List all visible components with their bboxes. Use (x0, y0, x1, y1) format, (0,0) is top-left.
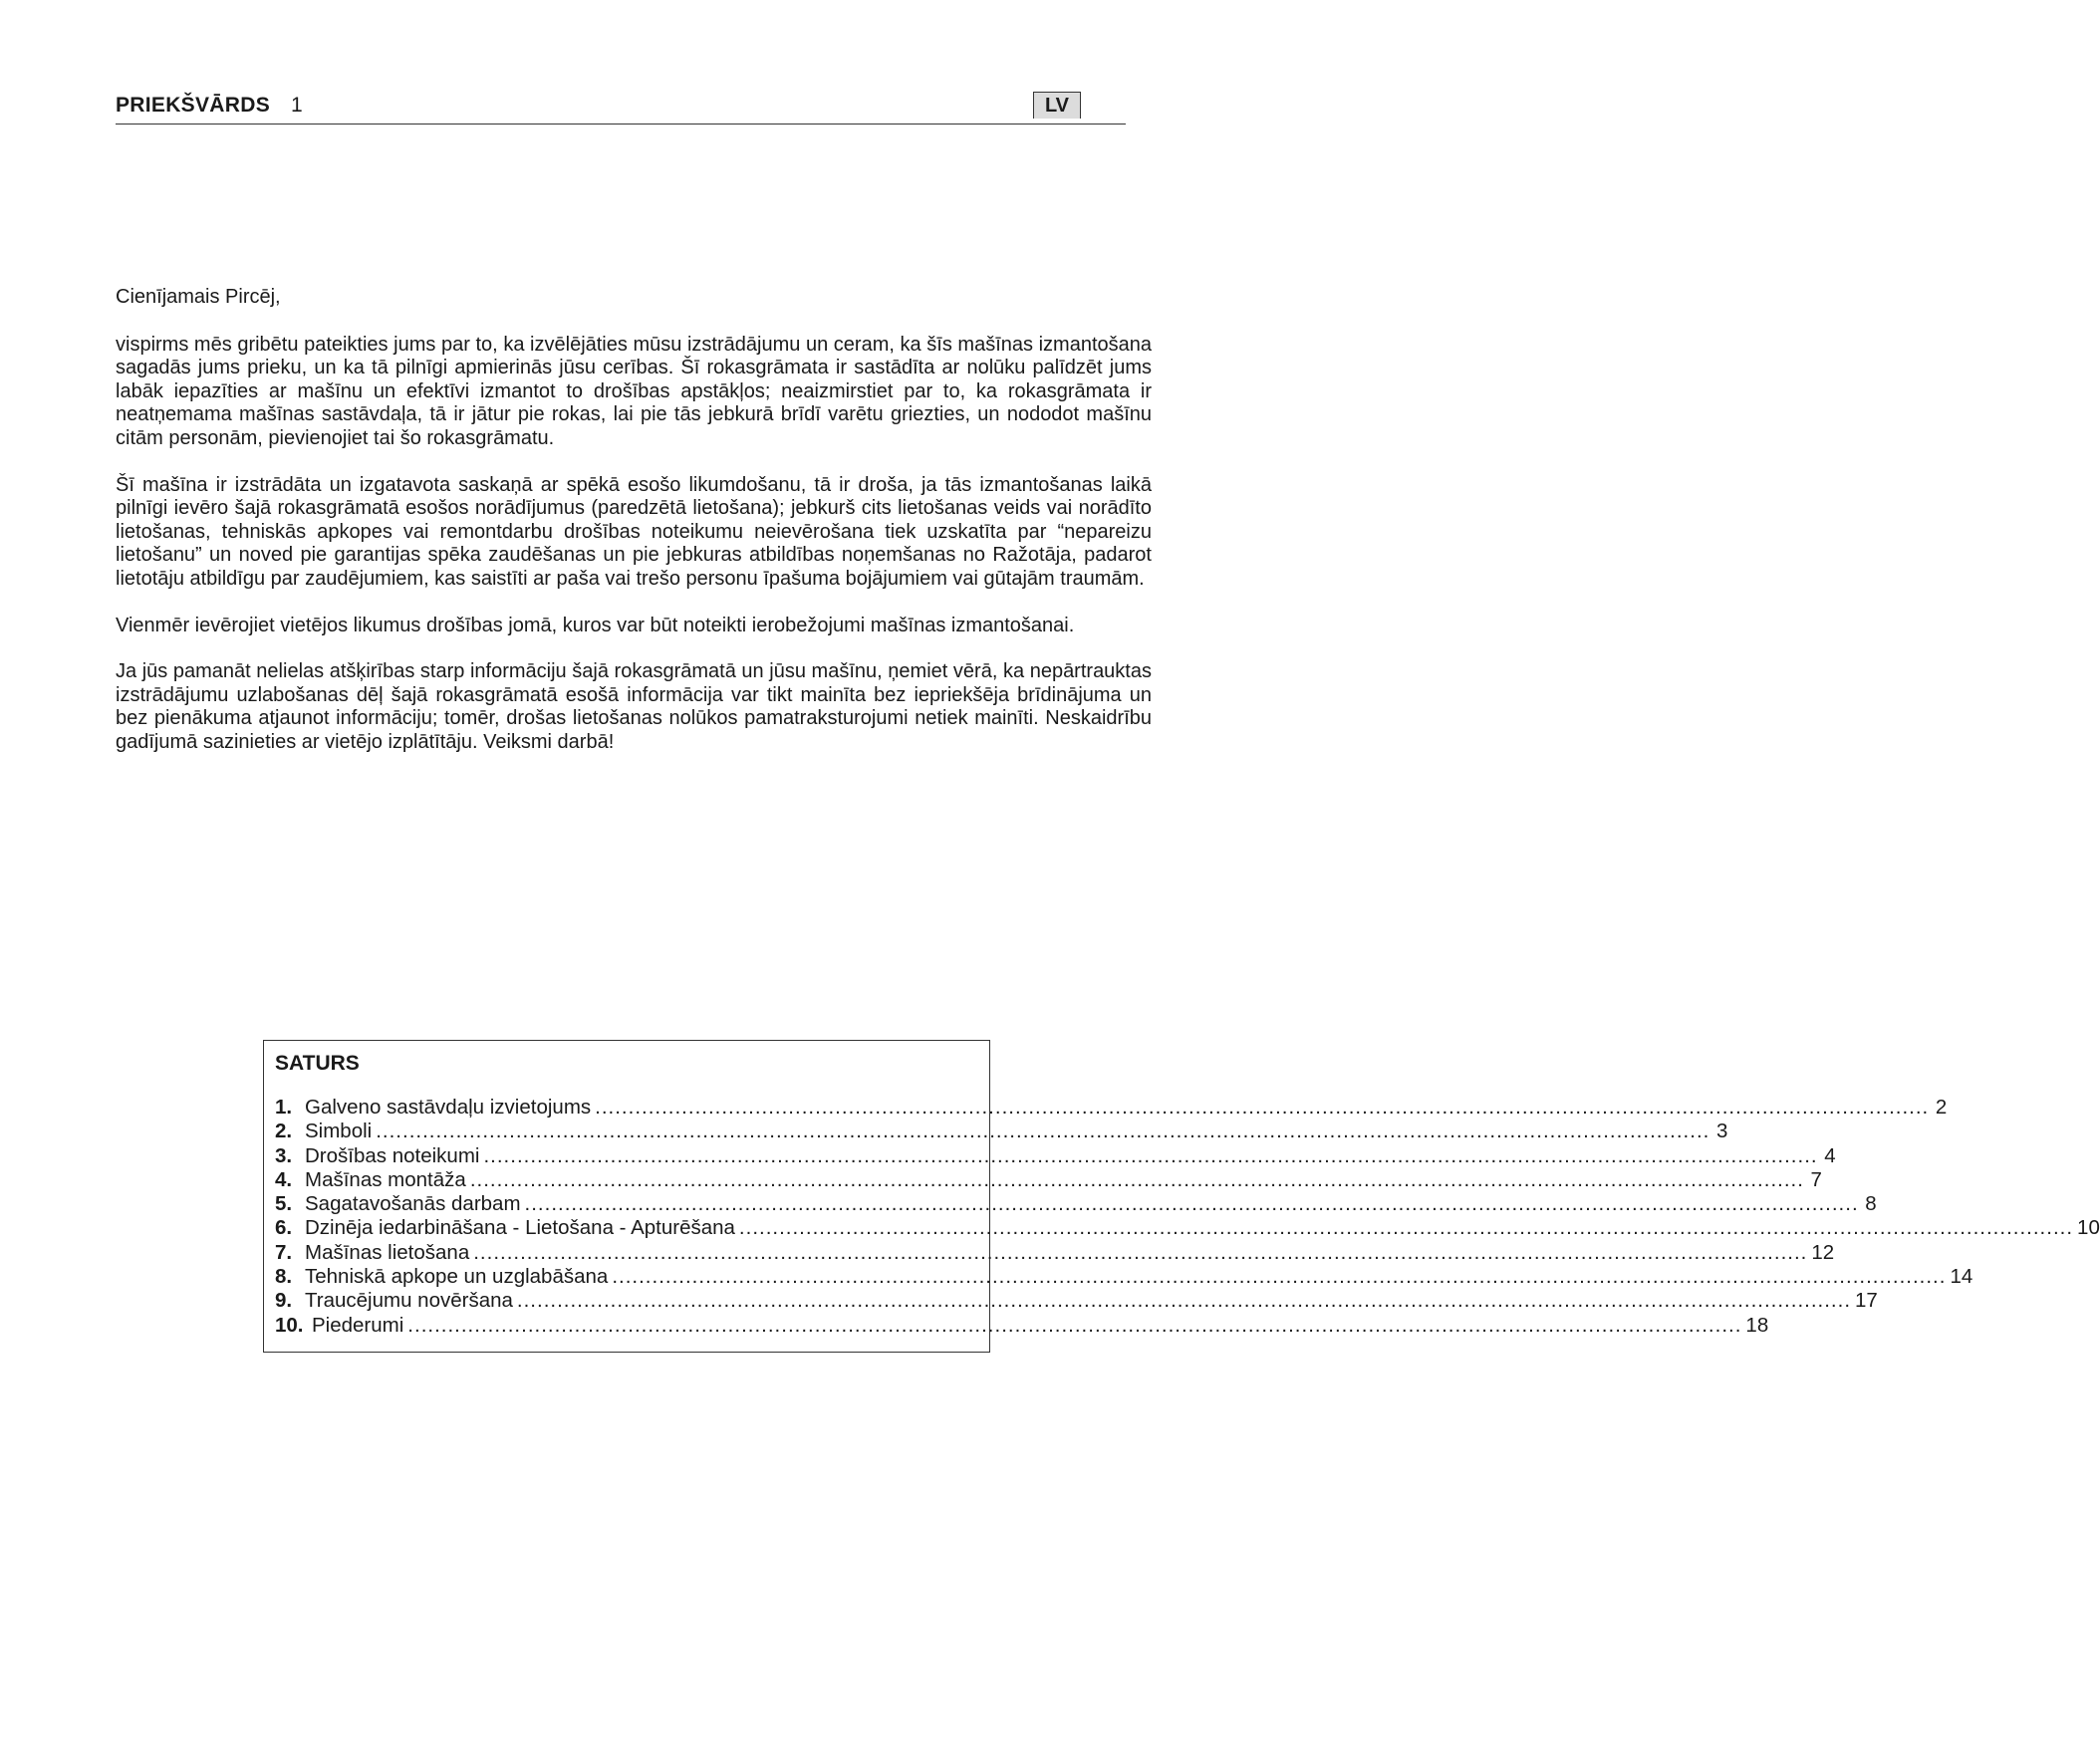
toc-leader-dots: ........................................................................................................................................................................................................ (483, 1143, 1818, 1167)
toc-entry-number: 6. (275, 1216, 293, 1240)
page-number: 1 (291, 94, 303, 117)
toc-entry-number: 10. (275, 1313, 304, 1337)
language-badge: LV (1033, 92, 1081, 119)
toc-entry-label: Simboli (305, 1120, 373, 1143)
toc-entry-label: Mašīnas montāža (305, 1167, 466, 1191)
toc-entry (275, 1192, 1877, 1216)
section-title: PRIEKŠVĀRDS (116, 94, 270, 117)
toc-leader-dots: ........................................................................................................................................................................................................ (407, 1313, 1742, 1337)
toc-entry-page: 8 (1865, 1192, 1877, 1216)
toc-entry-label: Dzinēja iedarbināšana - Lietošana - Apturēšana (305, 1216, 735, 1240)
paragraph: Ja jūs pamanāt nelielas atšķirības starp informāciju šajā rokasgrāmatā un jūsu mašīnu, ņemiet vērā, ka nepārtrauktas izstrādājumu uzlabošanas dēļ šajā rokasgrāmatā esošā informācija var tikt mainīta bez iepriekšēja brīdinājuma un bez pienākuma atjaunot informāciju; tomēr, drošas lietošanas nolūkos pamatraksturojumi netiek mainīti. Neskaidrību gadījumā sazinieties ar vietējo izplātītāju. Veiksmi darbā! (116, 660, 1152, 753)
toc-entry-page: 12 (1811, 1240, 1835, 1264)
toc-entry (275, 1167, 1822, 1192)
foreword-letter (116, 286, 1152, 778)
toc-entry-page: 14 (1950, 1265, 1973, 1289)
toc-entry (275, 1313, 1769, 1338)
toc-entry (275, 1216, 2100, 1240)
toc-entry-label: Drošības noteikumi (305, 1143, 480, 1167)
toc-leader-dots: ........................................................................................................................................................................................................ (524, 1192, 1859, 1216)
toc-entry-label: Galveno sastāvdaļu izvietojums (305, 1096, 592, 1119)
toc-entry (275, 1120, 1728, 1143)
paragraph: Vienmēr ievērojiet vietējos likumus drošības jomā, kuros var būt noteikti ierobežojumi mašīnas izmantošanai. (116, 614, 1075, 636)
toc-entry-page: 3 (1715, 1120, 1728, 1143)
toc-leader-dots: ........................................................................................................................................................................................................ (595, 1096, 1930, 1119)
toc-entry-page: 17 (1855, 1289, 1878, 1313)
toc-list (275, 1096, 2100, 1338)
toc-entry-label: Tehniskā apkope un uzglabāšana (305, 1265, 609, 1289)
toc-leader-dots: ........................................................................................................................................................................................................ (473, 1240, 1808, 1264)
toc-title: SATURS (275, 1052, 360, 1075)
toc-entry-number: 9. (275, 1289, 293, 1313)
toc-entry-number: 7. (275, 1240, 293, 1264)
paragraph: vispirms mēs gribētu pateikties jums par to, ka izvēlējāties mūsu izstrādājumu un ceram, ka šīs mašīnas izmantošana sagadās jums prieku, un ka tā pilnīgi apmierinās jūsu cerības. Šī rokasgrāmata ir sastādīta ar nolūku palīdzēt jums labāk iepazīties ar mašīnu un efektīvi izmantot to drošības apstākļos; neaizmirstiet par to, ka rokasgrāmata ir neatņemama mašīnas sastāvdaļa, tā ir jātur pie rokas, lai pie tās jebkurā brīdī varētu griezties, un nododot mašīnu citām personām, pievienojiet tai šo rokasgrāmatu. (116, 333, 1152, 449)
toc-entry-label: Traucējumu novēršana (305, 1289, 513, 1313)
paragraph: Šī mašīna ir izstrādāta un izgatavota saskaņā ar spēkā esošo likumdošanu, tā ir droša, ja tās izmantošanas laikā pilnīgi ievēro šajā rokasgrāmatā esošos norādījumus (paredzētā lietošana); jebkurš cits lietošanas veids vai norādīto lietošanas, tehniskās apkopes vai remontdarbu drošības noteikumu neievērošana tiek uzskatīta par “nepareizu lietošanu” un noved pie garantijas spēka zaudēšanas un pie jebkuras atbildības noņemšanas no Ražotāja, padarot lietotāju atbildīgu par zaudējumiem, kas saistīti ar paša vai trešo personu īpašuma bojājumiem vai gūtajām traumām. (116, 473, 1152, 590)
toc-entry-label: Sagatavošanās darbam (305, 1192, 521, 1216)
toc-leader-dots: ........................................................................................................................................................................................................ (738, 1216, 2074, 1240)
toc-leader-dots: ........................................................................................................................................................................................................ (469, 1167, 1804, 1191)
toc-entry-page: 4 (1824, 1143, 1836, 1167)
toc-entry (275, 1265, 1973, 1289)
toc-entry-number: 8. (275, 1265, 293, 1289)
toc-entry (275, 1143, 1836, 1168)
toc-entry-page: 2 (1935, 1096, 1948, 1119)
toc-entry (275, 1289, 1878, 1313)
toc-entry-number: 3. (275, 1143, 293, 1167)
page-header (116, 94, 1126, 125)
toc-entry-page: 18 (1745, 1313, 1769, 1337)
toc-entry-page: 10 (2077, 1216, 2100, 1240)
toc-entry-page: 7 (1810, 1167, 1822, 1191)
toc-entry (275, 1096, 1948, 1120)
toc-entry (275, 1240, 1835, 1265)
toc-entry-label: Piederumi (312, 1313, 404, 1337)
toc-leader-dots: ........................................................................................................................................................................................................ (376, 1120, 1710, 1143)
toc-entry-number: 4. (275, 1167, 293, 1191)
toc-entry-label: Mašīnas lietošana (305, 1240, 470, 1264)
toc-entry-number: 5. (275, 1192, 293, 1216)
toc-leader-dots: ........................................................................................................................................................................................................ (612, 1265, 1947, 1289)
toc-leader-dots: ........................................................................................................................................................................................................ (516, 1289, 1852, 1313)
greeting: Cienījamais Pircēj, (116, 286, 281, 308)
toc-entry-number: 1. (275, 1096, 293, 1119)
table-of-contents (263, 1040, 2100, 1353)
toc-entry-number: 2. (275, 1120, 293, 1143)
